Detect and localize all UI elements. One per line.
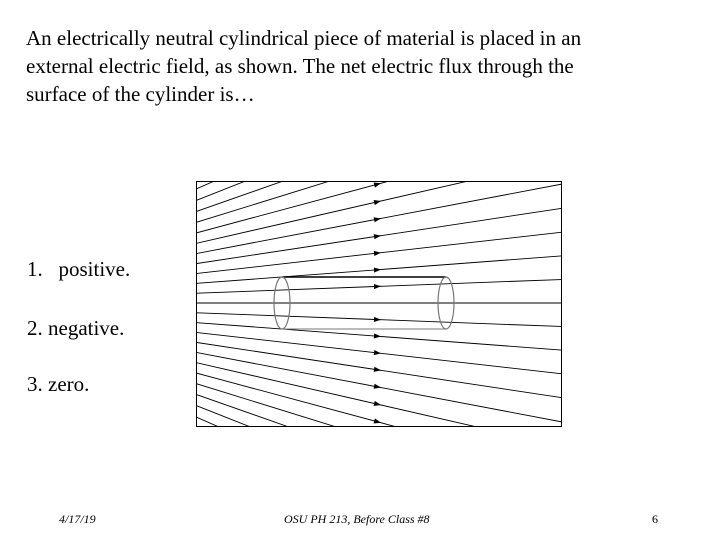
question-line: external electric field, as shown. The net electric flux through the: [26, 54, 574, 78]
choice-zero: 3. zero.: [27, 372, 90, 396]
page-number: 6: [652, 512, 658, 526]
electric-field-figure: [196, 181, 562, 427]
footer-date: 4/17/19: [59, 512, 96, 526]
question-text: [26, 24, 676, 108]
footer-course: OSU PH 213, Before Class #8: [284, 512, 430, 526]
question-line: surface of the cylinder is…: [26, 82, 255, 106]
choice-negative: 2. negative.: [27, 316, 125, 340]
choice-positive: 1. positive.: [27, 257, 131, 281]
question-line: An electrically neutral cylindrical piece of material is placed in an: [26, 26, 582, 50]
